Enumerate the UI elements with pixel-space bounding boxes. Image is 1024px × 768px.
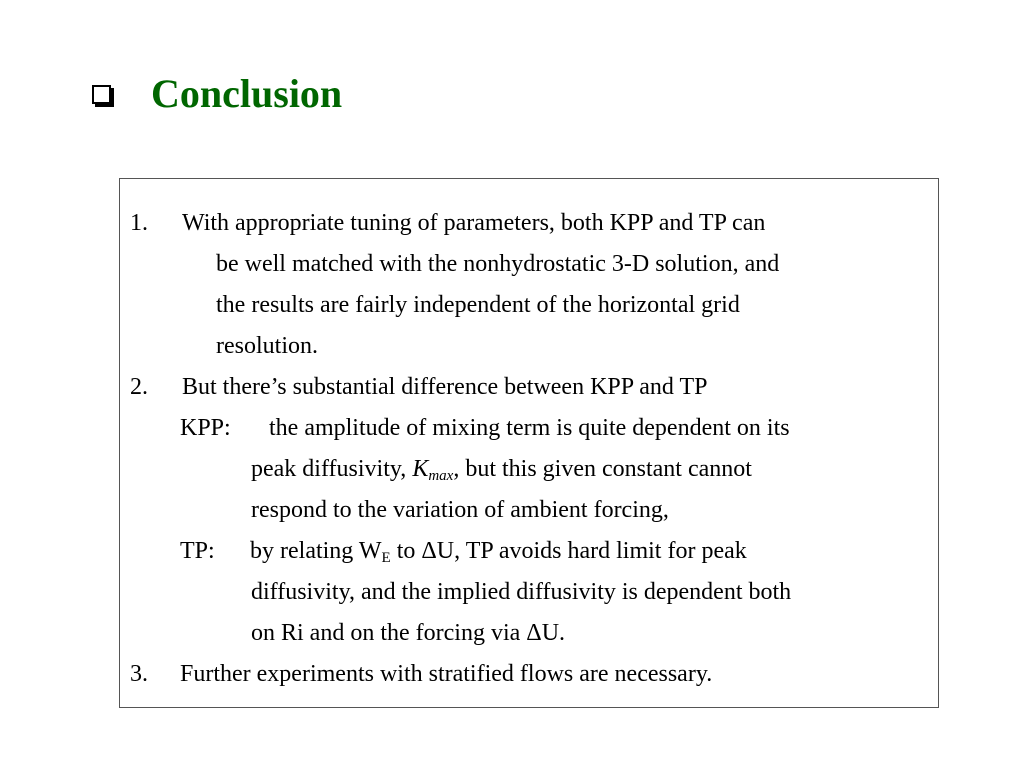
- slide-title-row: [92, 71, 343, 116]
- kpp-line: the amplitude of mixing term is quite dependent on its: [269, 415, 790, 441]
- tp-line: by relating $W_E$ to ΔU, TP avoids hard limit for peak: [250, 538, 747, 566]
- item-number: 3.: [130, 661, 148, 687]
- item-number: 1.: [130, 210, 148, 236]
- list-item-line: With appropriate tuning of parameters, both KPP and TP can: [182, 210, 766, 236]
- list-item-line: the results are fairly independent of the horizontal grid: [216, 292, 740, 318]
- list-item-line: resolution.: [216, 333, 318, 359]
- kpp-label: KPP:: [180, 415, 231, 441]
- kpp-line: peak diffusivity, $K_{max}$, but this given constant cannot: [251, 456, 752, 484]
- tp-label: TP:: [180, 538, 215, 564]
- list-item-line: be well matched with the nonhydrostatic 3-D solution, and: [216, 251, 780, 277]
- conclusion-box: [119, 178, 939, 708]
- page-title: Conclusion: [151, 71, 343, 116]
- checkbox-square-icon: [92, 85, 111, 104]
- tp-line: diffusivity, and the implied diffusivity is dependent both: [251, 579, 792, 605]
- tp-line: on Ri and on the forcing via ΔU.: [251, 620, 566, 646]
- list-item-line: Further experiments with stratified flows are necessary.: [180, 661, 713, 687]
- list-item-line: But there’s substantial difference between KPP and TP: [182, 374, 708, 400]
- kmax-symbol: $K_{max}$: [412, 456, 454, 484]
- item-number: 2.: [130, 374, 148, 400]
- kpp-line: respond to the variation of ambient forcing,: [251, 497, 669, 523]
